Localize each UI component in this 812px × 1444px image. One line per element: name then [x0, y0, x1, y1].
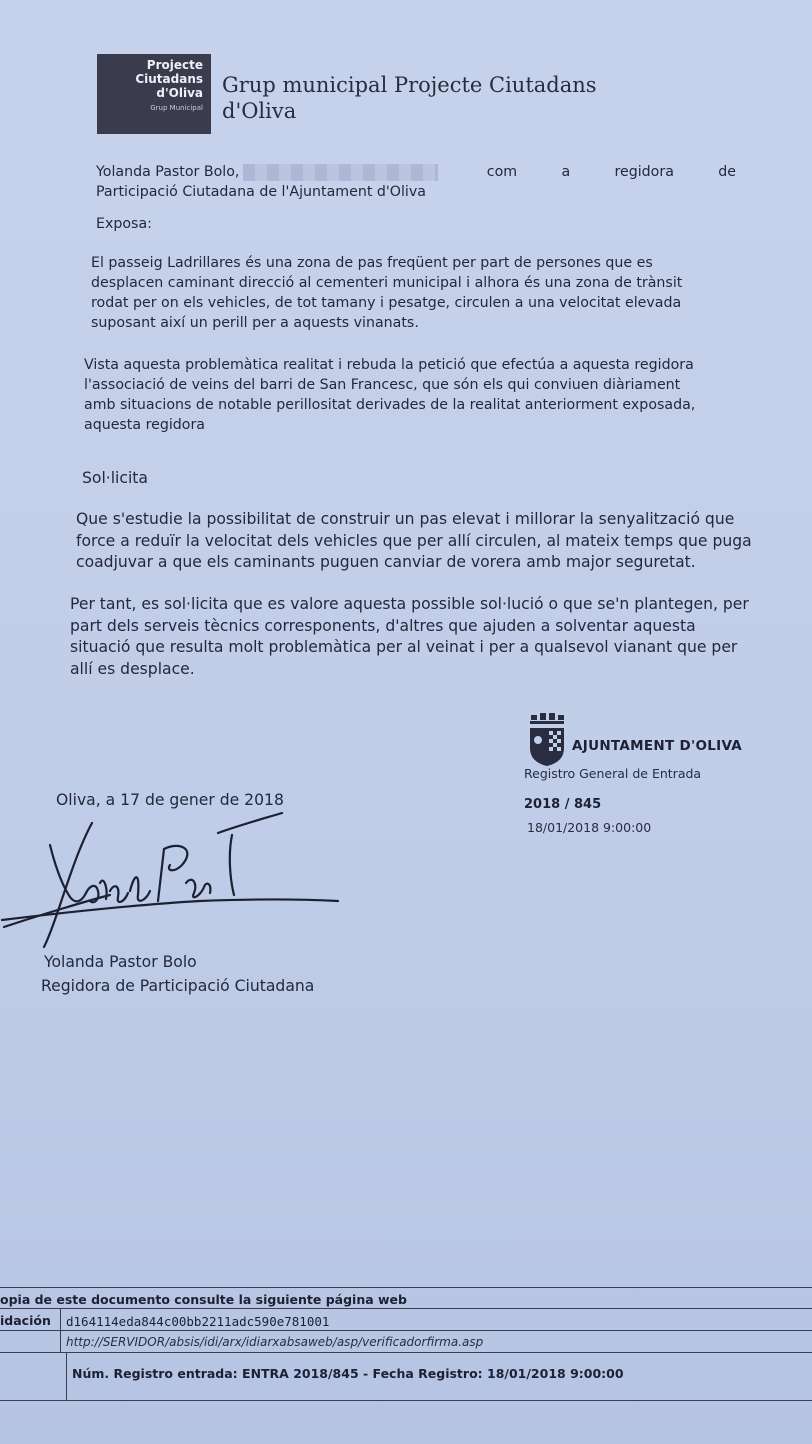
city-coat-of-arms-icon — [527, 712, 567, 767]
paragraph-4 — [70, 594, 810, 680]
footer-validation-code: d164114eda844c00bb2211adc590e781001 — [66, 1314, 330, 1329]
paragraph-2 — [84, 355, 764, 435]
intro-word-de: de — [718, 164, 736, 180]
paragraph-2-line: amb situacions de notable perillositat derivades de la realitat anteriorment exposada, — [84, 397, 696, 413]
handwritten-signature — [0, 805, 340, 955]
paragraph-3 — [76, 509, 796, 574]
stamp-title: AJUNTAMENT D'OLIVA — [572, 738, 743, 754]
exposa-heading: Exposa: — [96, 216, 152, 232]
paragraph-3-line: Que s'estudie la possibilitat de construir un pas elevat i millorar la senyalització que — [76, 510, 735, 528]
paragraph-2-line: Vista aquesta problemàtica realitat i rebuda la petició que efectúa a aquesta regidora — [84, 357, 694, 373]
paragraph-1 — [91, 253, 751, 333]
footer-copy-text: opia de este documento consulte la siguiente página web — [0, 1292, 407, 1307]
signer-name: Yolanda Pastor Bolo — [44, 953, 197, 971]
footer-verification-url[interactable]: http://SERVIDOR/absis/idi/arx/idiarxabsaweb/asp/verificadorfirma.asp — [66, 1335, 484, 1349]
group-title-line-1: Grup municipal Projecte Ciutadans — [222, 73, 597, 97]
intro-word-com: com — [486, 164, 518, 180]
paragraph-3-line: coadjuvar a que els caminants puguen canviar de vorera amb major seguretat. — [76, 553, 696, 571]
paragraph-1-line: El passeig Ladrillares és una zona de pas freqüent per part de persones que es — [91, 255, 653, 271]
redacted-block — [243, 164, 438, 181]
solicita-heading: Sol·licita — [82, 469, 148, 487]
paragraph-4-line: Per tant, es sol·licita que es valore aquesta possible sol·lució o que se'n plantegen, per — [70, 595, 749, 613]
paragraph-1-line: suposant així un perill per a aquests vinanats. — [91, 315, 419, 331]
logo-line-3: d'Oliva — [156, 86, 203, 100]
group-logo — [97, 54, 211, 134]
group-title-line-2: d'Oliva — [222, 99, 297, 123]
stamp-registry: Registro General de Entrada — [524, 766, 702, 781]
footer-validation-label: idación — [0, 1313, 51, 1328]
paragraph-2-line: l'associació de veins del barri de San Francesc, que són els qui conviuen diàriament — [84, 377, 681, 393]
intro-line-2: Participació Ciutadana de l'Ajuntament d'Oliva — [96, 184, 426, 200]
paragraph-4-line: part dels serveis tècnics corresponents, d'altres que ajuden a solventar aquesta — [70, 616, 696, 635]
intro-word-a: a — [561, 164, 571, 180]
intro-line-1 — [96, 162, 736, 182]
logo-subtitle: Grup Municipal — [150, 104, 203, 112]
signer-role: Regidora de Participació Ciutadana — [41, 977, 315, 995]
paragraph-1-line: desplacen caminant direcció al cementeri municipal i alhora és una zona de trànsit — [91, 275, 683, 291]
intro-word-regidora: regidora — [614, 164, 674, 180]
verification-footer — [0, 1274, 812, 1444]
logo-line-2: Ciutadans — [135, 72, 203, 86]
paragraph-3-line: force a reduïr la velocitat dels vehicles que per allí circulen, al mateix temps que puga — [76, 531, 752, 550]
logo-line-1: Projecte — [146, 58, 203, 72]
stamp-number: 2018 / 845 — [524, 797, 602, 812]
footer-registry-entry: Núm. Registro entrada: ENTRA 2018/845 - Fecha Registro: 18/01/2018 9:00:00 — [72, 1366, 624, 1381]
paragraph-1-line: rodat per on els vehicles, de tot tamany i pesatge, circulen a una velocitat elevada — [91, 295, 682, 311]
group-title — [222, 72, 682, 124]
intro-name: Yolanda Pastor Bolo, — [96, 164, 240, 180]
paragraph-4-line: situació que resulta molt problemàtica per al veinat i per a qualsevol vianant que per — [70, 638, 738, 656]
paragraph-2-line: aquesta regidora — [84, 417, 205, 433]
intro — [96, 162, 736, 202]
paragraph-4-line: allí es desplace. — [70, 659, 195, 678]
stamp-datetime: 18/01/2018 9:00:00 — [527, 820, 652, 835]
date-line: Oliva, a 17 de gener de 2018 — [56, 791, 284, 809]
